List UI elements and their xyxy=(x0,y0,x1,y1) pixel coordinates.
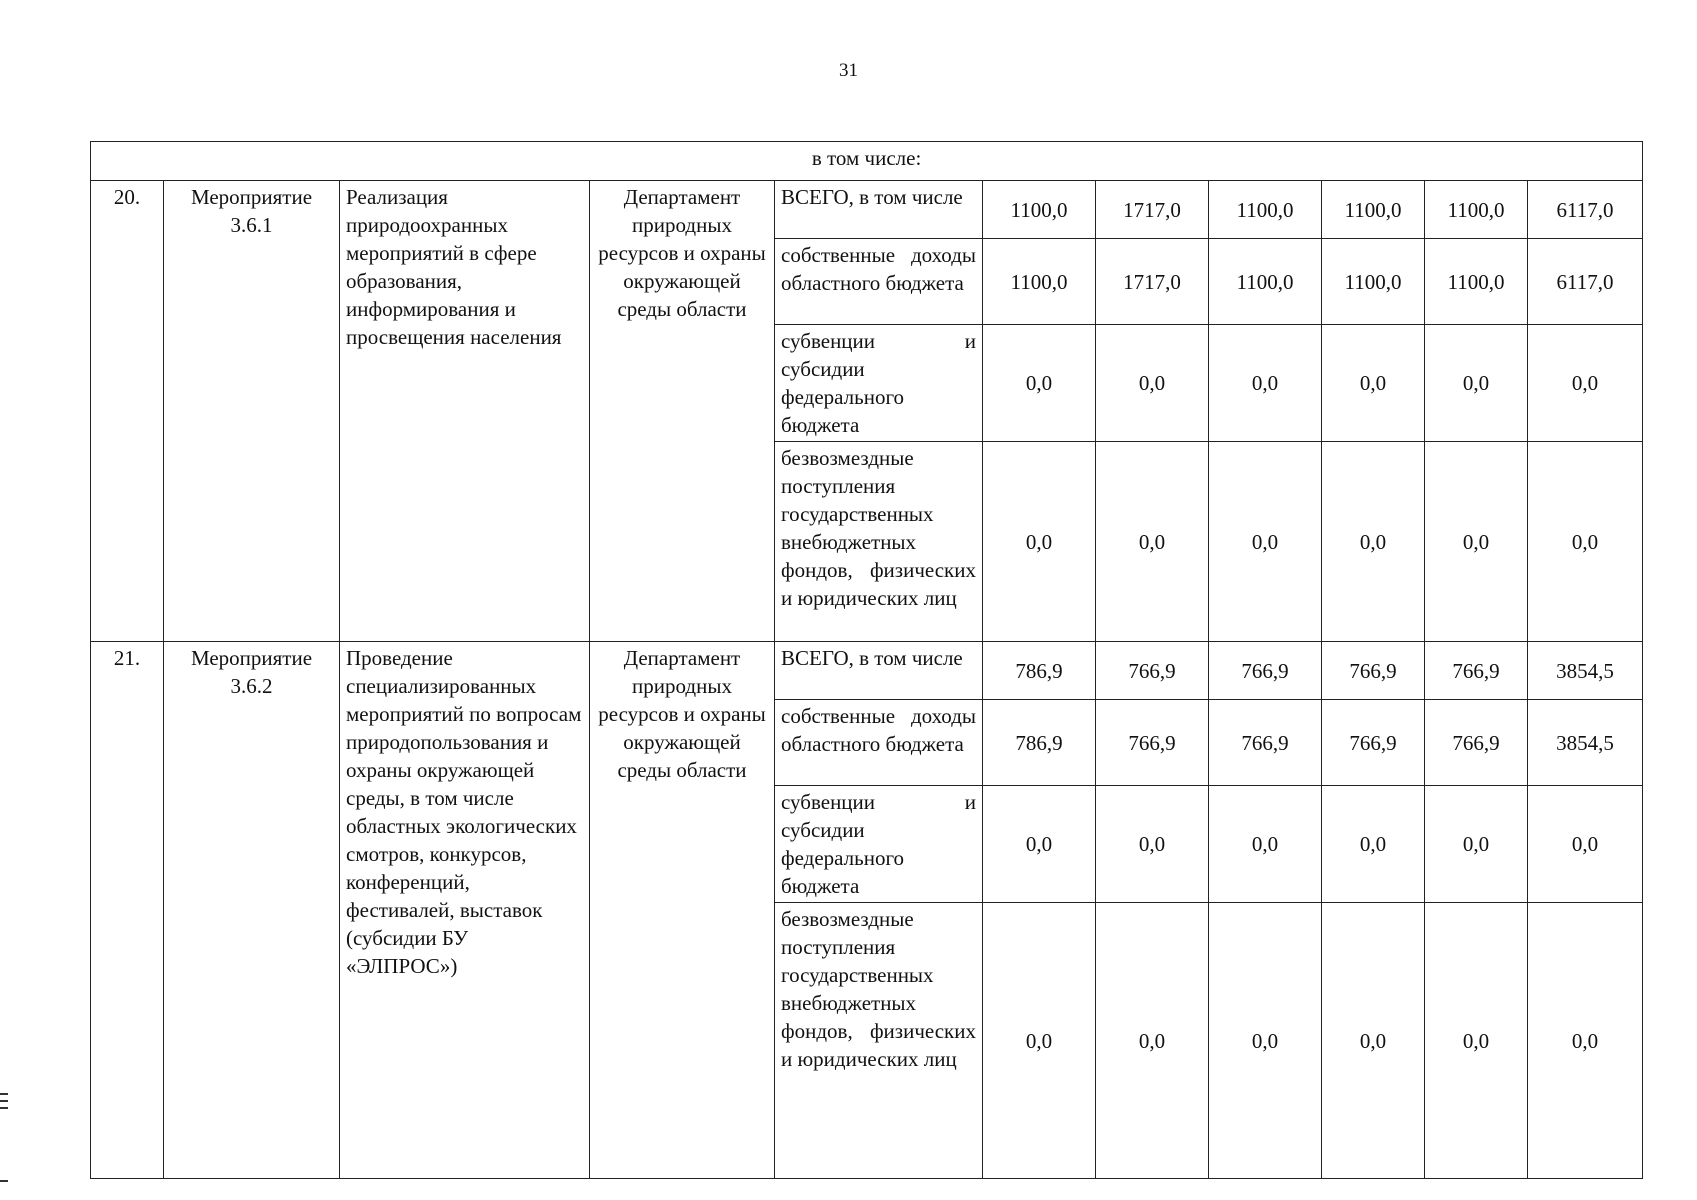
value-cell: 0,0 xyxy=(1425,442,1528,642)
value-cell: 786,9 xyxy=(983,700,1096,786)
value-cell: 0,0 xyxy=(1322,325,1425,442)
scan-margin-mark xyxy=(0,1107,8,1109)
value-cell: 0,0 xyxy=(1209,786,1322,903)
table-row xyxy=(91,642,1643,700)
value-cell: 1100,0 xyxy=(1425,239,1528,325)
funding-source: собственные доходы областного бюджета xyxy=(775,700,983,786)
value-cell: 3854,5 xyxy=(1528,700,1643,786)
value-cell: 0,0 xyxy=(983,786,1096,903)
value-cell: 0,0 xyxy=(983,903,1096,1179)
value-cell: 1100,0 xyxy=(983,181,1096,239)
funding-source: субвенции и субсидии федерального бюджета xyxy=(775,325,983,442)
section-header: в том числе: xyxy=(91,142,1643,181)
value-cell: 1100,0 xyxy=(1322,181,1425,239)
funding-source: ВСЕГО, в том числе xyxy=(775,181,983,239)
value-cell: 1100,0 xyxy=(1425,181,1528,239)
value-cell: 0,0 xyxy=(1096,442,1209,642)
scan-margin-mark xyxy=(0,1093,8,1095)
value-cell: 766,9 xyxy=(1425,642,1528,700)
section-header-row xyxy=(91,142,1643,181)
value-cell: 0,0 xyxy=(1425,903,1528,1179)
value-cell: 0,0 xyxy=(1096,903,1209,1179)
value-cell: 0,0 xyxy=(1096,325,1209,442)
value-cell: 0,0 xyxy=(1425,325,1528,442)
scan-margin-mark xyxy=(0,1180,8,1182)
table-row xyxy=(91,181,1643,239)
value-cell: 0,0 xyxy=(1528,325,1643,442)
value-cell: 0,0 xyxy=(1322,903,1425,1179)
value-cell: 3854,5 xyxy=(1528,642,1643,700)
department: Департамент природных ресурсов и охраны окружающей среды области xyxy=(590,642,775,1179)
value-cell: 6117,0 xyxy=(1528,239,1643,325)
value-cell: 1100,0 xyxy=(983,239,1096,325)
value-cell: 0,0 xyxy=(983,325,1096,442)
value-cell: 0,0 xyxy=(983,442,1096,642)
value-cell: 0,0 xyxy=(1096,786,1209,903)
funding-source: субвенции и субсидии федерального бюджета xyxy=(775,786,983,903)
value-cell: 766,9 xyxy=(1209,642,1322,700)
value-cell: 1100,0 xyxy=(1209,239,1322,325)
value-cell: 0,0 xyxy=(1322,442,1425,642)
funding-source: собственные доходы областного бюджета xyxy=(775,239,983,325)
department: Департамент природных ресурсов и охраны окружающей среды области xyxy=(590,181,775,642)
event-name: Проведение специализированных мероприятий по вопросам природопользования и охраны окружающей среды, в том числе областных экологических смотров, конкурсов, конференций, фестивалей, выставок (субсидии БУ «ЭЛПРОС») xyxy=(340,642,590,1179)
value-cell: 1100,0 xyxy=(1322,239,1425,325)
value-cell: 1717,0 xyxy=(1096,239,1209,325)
funding-source: безвозмездные поступления государственных внебюджетных фондов, физических и юридических лиц xyxy=(775,903,983,1179)
value-cell: 1100,0 xyxy=(1209,181,1322,239)
value-cell: 0,0 xyxy=(1528,442,1643,642)
value-cell: 0,0 xyxy=(1425,786,1528,903)
event-name: Реализация природоохранных мероприятий в сфере образования, информирования и просвещения населения xyxy=(340,181,590,642)
value-cell: 786,9 xyxy=(983,642,1096,700)
row-number: 20. xyxy=(91,181,164,642)
value-cell: 766,9 xyxy=(1425,700,1528,786)
value-cell: 0,0 xyxy=(1322,786,1425,903)
funding-source: безвозмездные поступления государственных внебюджетных фондов, физических и юридических лиц xyxy=(775,442,983,642)
value-cell: 766,9 xyxy=(1209,700,1322,786)
value-cell: 766,9 xyxy=(1322,642,1425,700)
budget-table xyxy=(90,141,1643,1179)
value-cell: 1717,0 xyxy=(1096,181,1209,239)
row-number: 21. xyxy=(91,642,164,1179)
value-cell: 766,9 xyxy=(1096,642,1209,700)
value-cell: 0,0 xyxy=(1528,903,1643,1179)
scan-margin-mark xyxy=(0,1100,8,1102)
event-code: Мероприятие 3.6.1 xyxy=(164,181,340,642)
value-cell: 0,0 xyxy=(1209,325,1322,442)
funding-source: ВСЕГО, в том числе xyxy=(775,642,983,700)
value-cell: 766,9 xyxy=(1322,700,1425,786)
value-cell: 0,0 xyxy=(1209,442,1322,642)
value-cell: 6117,0 xyxy=(1528,181,1643,239)
value-cell: 0,0 xyxy=(1209,903,1322,1179)
value-cell: 766,9 xyxy=(1096,700,1209,786)
event-code: Мероприятие 3.6.2 xyxy=(164,642,340,1179)
value-cell: 0,0 xyxy=(1528,786,1643,903)
page-number: 31 xyxy=(839,60,858,81)
